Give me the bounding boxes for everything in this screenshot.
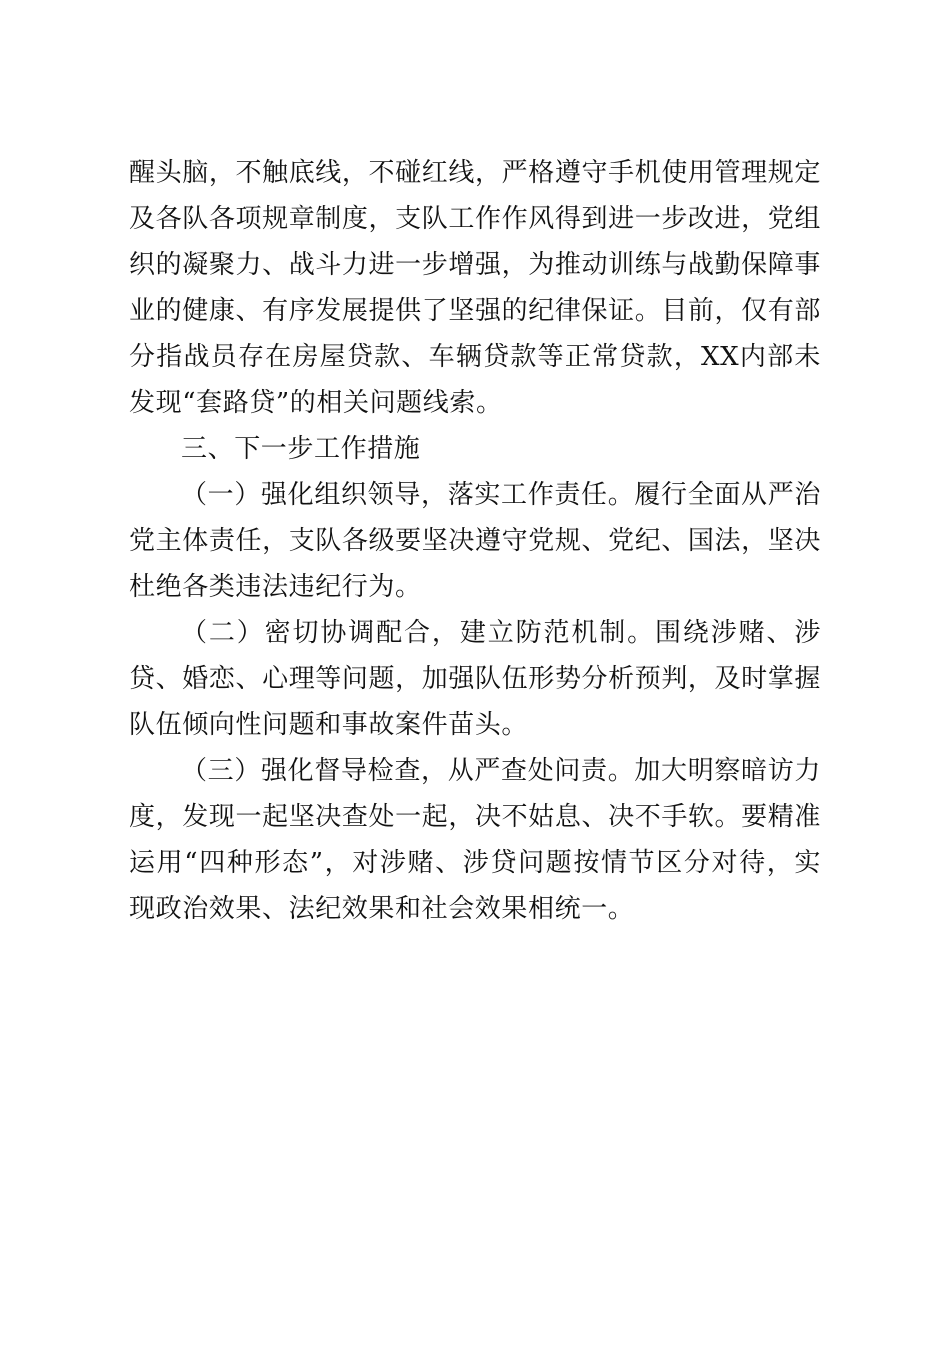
measure-paragraph-3: （三）强化督导检查，从严查处问责。加大明察暗访力度，发现一起坚决查处一起，决不姑息、决不手软。要精准运用“四种形态”，对涉赌、涉贷问题按情节区分对待，实现政治效果、法纪效果和社会效果相统一。 [129,756,821,924]
intro-continuation-paragraph: 醒头脑，不触底线，不碰红线，严格遵守手机使用管理规定及各队各项规章制度，支队工作作风得到进一步改进，党组织的凝聚力、战斗力进一步增强，为推动训练与战勤保障事业的健康、有序发展提供了坚强的纪律保证。目前，仅有部分指战员存在房屋贷款、车辆贷款等正常贷款，XX内部未发现“套路贷”的相关问题线索。 [129,158,821,418]
measure-paragraph-2: （二）密切协调配合，建立防范机制。围绕涉赌、涉贷、婚恋、心理等问题，加强队伍形势分析预判，及时掌握队伍倾向性问题和事故案件苗头。 [129,618,821,740]
measure-paragraph-1: （一）强化组织领导，落实工作责任。履行全面从严治党主体责任，支队各级要坚决遵守党规、党纪、国法，坚决杜绝各类违法违纪行为。 [129,480,821,602]
section-heading: 三、下一步工作措施 [181,434,421,464]
document-body [129,150,821,932]
